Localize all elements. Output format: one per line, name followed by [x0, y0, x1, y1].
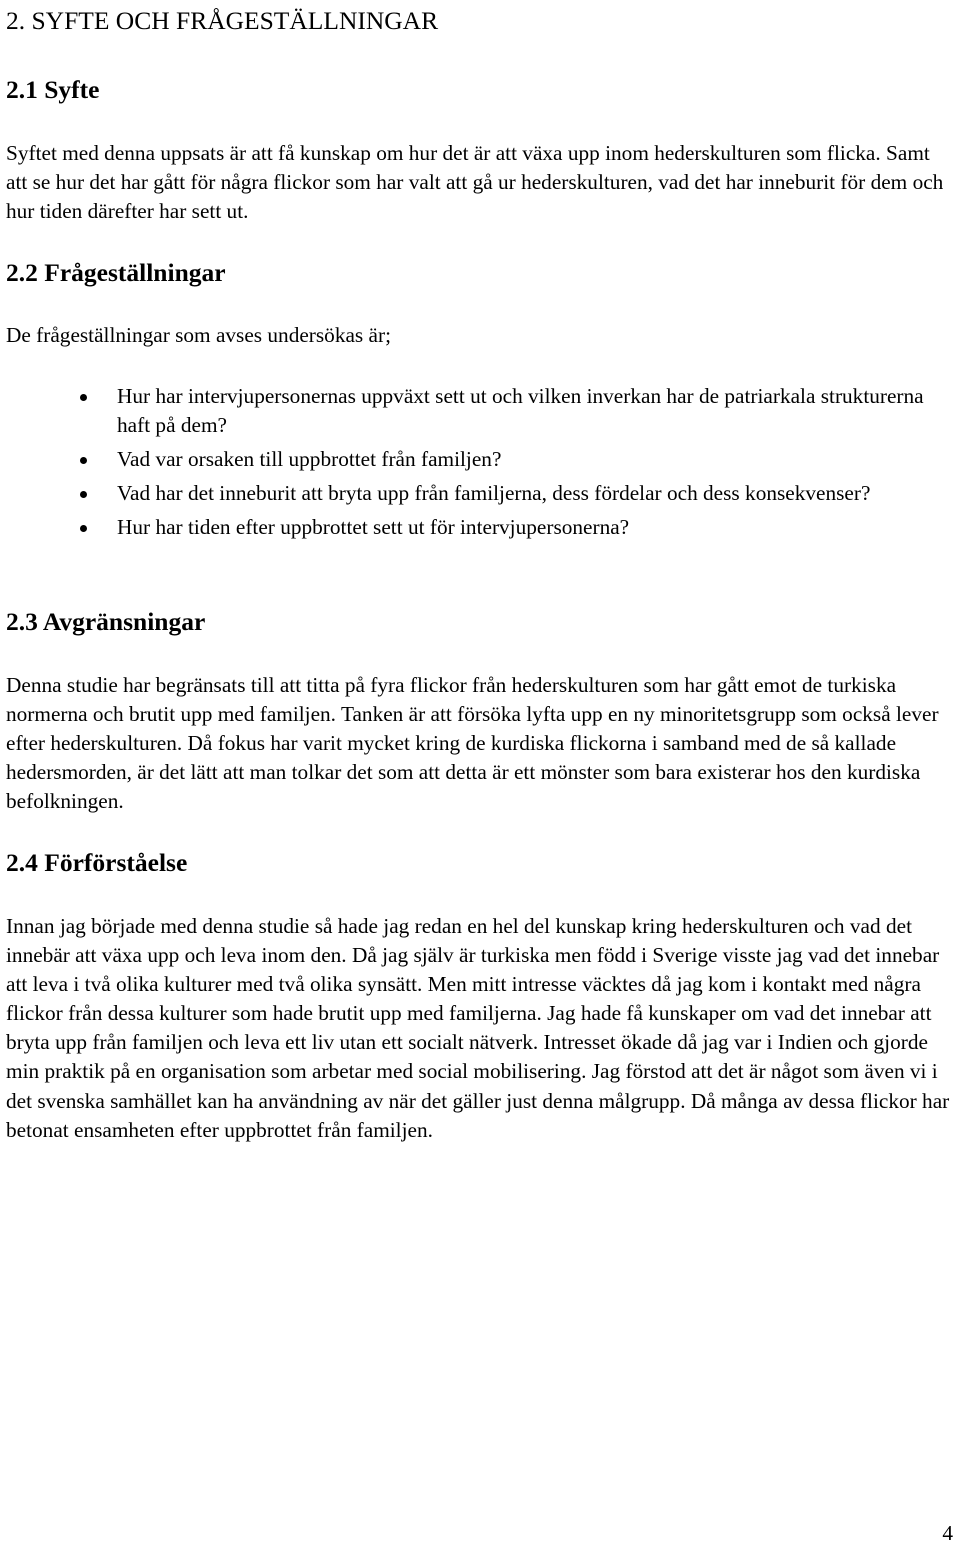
list-item [6, 382, 956, 440]
bullet-icon [80, 525, 87, 532]
section-text-avgransningar: Denna studie har begränsats till att titta på fyra flickor från hederskulturen som har gått emot de turkiska normerna och brutit upp med familjen. Tanken är att försöka lyfta upp en ny minoritetsgrupp som också lever efter hederskulturen. Då fokus har varit mycket kring de kurdiska flickorna i samband med de så kallade hedersmorden, är det lätt att man tolkar det som att detta är ett mönster som bara existerar hos den kurdiska befolkningen. [6, 673, 939, 814]
chapter-heading: 2. SYFTE OCH FRÅGESTÄLLNINGAR [6, 6, 439, 35]
bullet-icon [80, 457, 87, 464]
list-item [6, 513, 956, 542]
list-item-text: Vad har det inneburit att bryta upp från familjerna, dess fördelar och dess konsekvenser? [117, 481, 871, 505]
section-title-syfte: 2.1 Syfte [6, 75, 100, 104]
section-title-avgransningar: 2.3 Avgränsningar [6, 607, 206, 636]
page-number: 4 [942, 1521, 953, 1545]
section-title-forforstaelse: 2.4 Förförståelse [6, 848, 188, 877]
list-item-text: Hur har intervjupersonernas uppväxt sett ut och vilken inverkan har de patriarkala strukturerna haft på dem? [117, 384, 924, 437]
section-text-forforstaelse: Innan jag började med denna studie så hade jag redan en hel del kunskap kring hederskulturen och vad det innebär att växa upp och leva inom den. Då jag själv är turkiska men född i Sverige visste jag vad det innebar att leva i två olika kulturer med två olika synsätt. Men mitt intresse väcktes då jag kom i kontakt med några flickor från dessa kulturer som hade brutit upp med familjerna. Jag hade få kunskaper om vad det innebar att bryta upp från familjen och leva ett liv utan ett socialt nätverk. Intresset ökade då jag var i Indien och gjorde min praktik på en organisation som arbetar med social mobilisering. Jag förstod att det är något som även vi i det svenska samhället kan ha användning av när det gäller just denna målgrupp. Då många av dessa flickor har betonat ensamheten efter uppbrottet från familjen. [6, 914, 950, 1142]
question-list [6, 382, 956, 542]
list-item-text: Vad var orsaken till uppbrottet från familjen? [117, 447, 502, 471]
list-item-text: Hur har tiden efter uppbrottet sett ut för intervjupersonerna? [117, 515, 630, 539]
section-title-fragestallningar: 2.2 Frågeställningar [6, 258, 226, 287]
bullet-icon [80, 394, 87, 401]
list-item [6, 479, 956, 508]
bullet-icon [80, 491, 87, 498]
section-intro-fragestallningar: De frågeställningar som avses undersökas är; [6, 323, 391, 347]
list-item [6, 445, 956, 474]
section-text-syfte: Syftet med denna uppsats är att få kunskap om hur det är att växa upp inom hederskulturen som flicka. Samt att se hur det har gått för några flickor som har valt att gå ur hederskulturen, vad det har inneburit för dem och hur tiden därefter har sett ut. [6, 141, 944, 224]
